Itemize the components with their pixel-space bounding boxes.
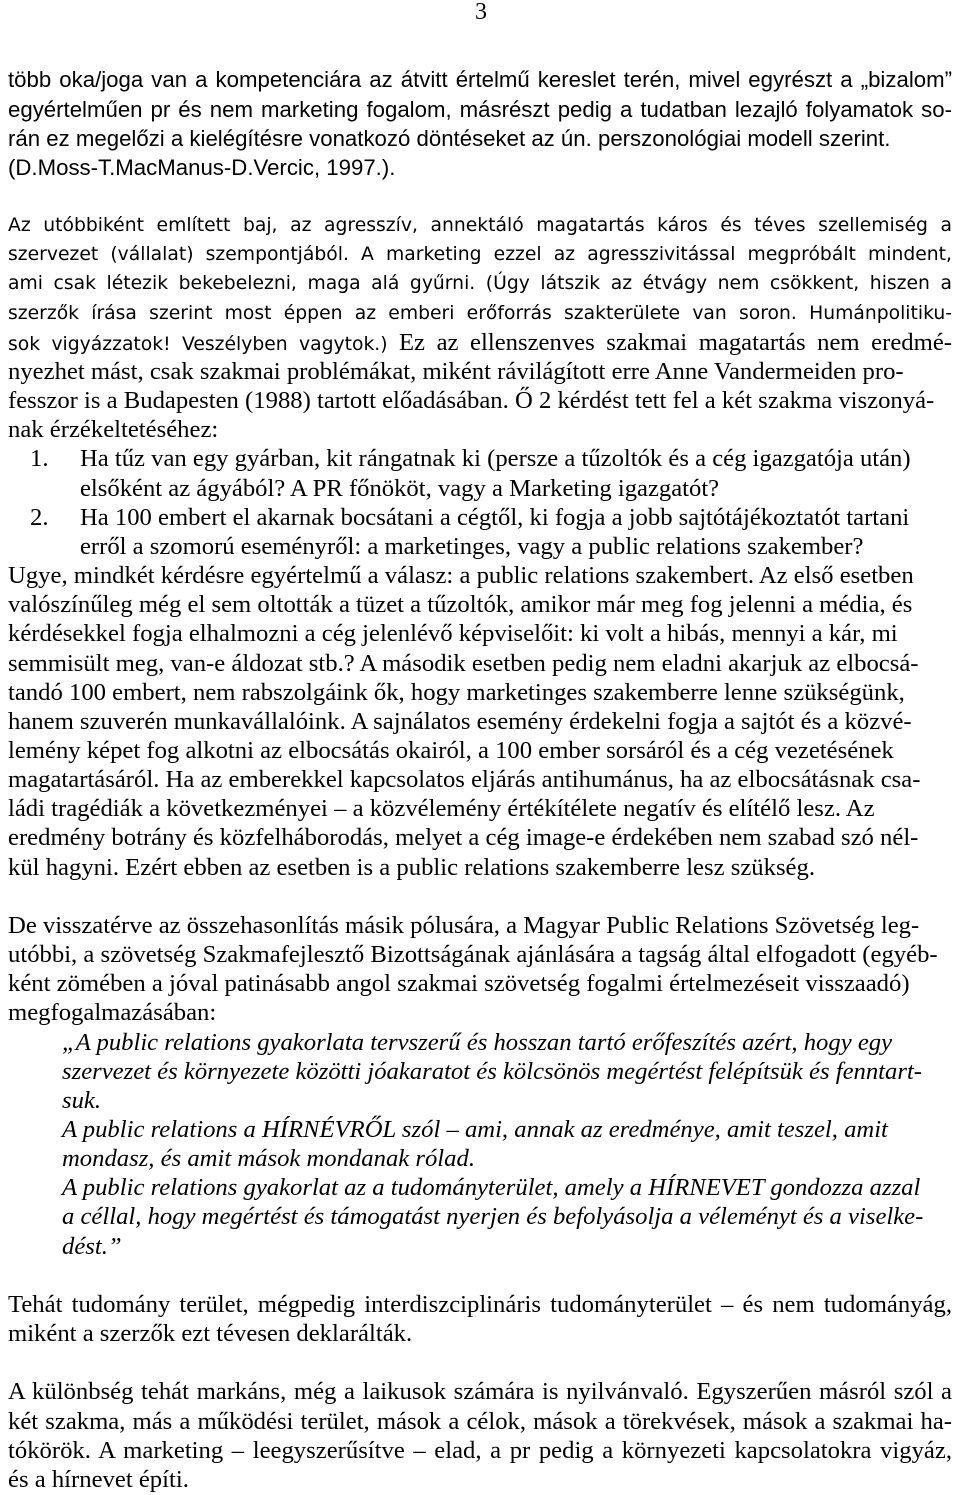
text-line: tandó 100 embert, nem rabszolgáink ők, hogy marketinges szakemberre lenne szükségünk, [8,678,905,706]
text-line: nak érzékeltetéséhez: [8,416,219,444]
paragraph-gap [8,1348,952,1377]
text-line: kül hagyni. Ezért ebben az esetben is a public relations szakemberre lesz szükség. [8,853,816,881]
question-item [8,503,952,532]
text-line: szerzők írása szerint most éppen az emberi erőforrás szakterülete van soron. Humánpolitiku- [8,302,952,324]
text-line: két szakma, más a működési terület, mások a célok, mások a törekvések, mások a szakmai ha- [8,1407,952,1435]
text-line: nyezhet mást, csak szakmai problémákat, miként rávilágított erre Anne Vandermeiden pro- [8,357,904,385]
page-number: 3 [475,0,487,25]
text-line: ként zömében a jóval patinásabb angol szakmai szövetség fogalmi értelmezéseit visszaadó) [8,970,910,998]
text-line: ládi tragédiák a következményei – a közvélemény értékítélete negatív és elítélő lesz. Az [8,795,875,823]
question-text: elsőként az ágyából? A PR főnököt, vagy a Marketing igazgatót? [80,474,720,502]
text-line: rán ez megelőzi a kielégítésre vonatkozó döntéseket az ún. perszonológiai modell szerint. [8,125,891,151]
text-line: (D.Moss-T.MacManus-D.Vercic, 1997.). [8,154,396,180]
quote-line: szervezet és környezete közötti jóakaratot és kölcsönös megértést felépítsük és fenntart- [62,1057,923,1085]
question-item [8,444,952,473]
list-number: 1. [30,445,49,473]
paragraph-gap [8,1261,952,1290]
text-line: kérdésekkel fogja elhalmozni a cég jelenlévő képviselőit: ki volt a hibás, mennyi a kár, mi [8,620,898,648]
quote-line: „A public relations gyakorlata tervszerű és hosszan tartó erőfeszítés azért, hogy egy [62,1028,893,1056]
text-line: megfogalmazásában: [8,999,217,1027]
question-item-continuation [8,532,952,561]
answer-paragraph [8,561,952,882]
text-line: De visszatérve az összehasonlítás másik pólusára, a Magyar Public Relations Szövetség leg- [8,911,920,939]
quote-line: suk. [62,1086,102,1114]
text-line: több oka/joga van a kompetenciára az átvitt értelmű kereslet terén, mivel egyrészt a „bizalom” [8,67,952,93]
page-body [8,65,952,1494]
text-line: szervezet (vállalat) szempontjából. A marketing ezzel az agresszivitással megpróbált mindent, [8,244,952,266]
question-text: erről a szomorú eseményről: a marketinges, vagy a public relations szakember? [80,532,864,560]
mprsz-paragraph [8,911,952,1028]
quote-line: dést.” [62,1232,122,1260]
text-segment-sans: sok vigyázzatok! Veszélyben vagytok.) [8,333,388,355]
text-line: A különbség tehát markáns, még a laikusok számára is nyilvánvaló. Egyszerűen másról szól a [8,1378,952,1406]
text-line: miként a szerzők ezt tévesen deklarálták. [8,1320,413,1348]
text-line: hanem szuverén munkavállalóink. A sajnálatos esemény érdekelni fogja a sajtót és a közvé- [8,707,912,735]
text-line-mixed [8,328,952,357]
text-segment-serif: Ez az ellenszenves szakmai magatartás nem eredmé- [398,328,952,356]
text-line: Az utóbbiként említett baj, az agresszív, annektáló magatartás káros és téves szellemiség a [8,215,952,237]
difference-paragraph [8,1377,952,1494]
quote-line: a céllal, hogy megértést és támogatást nyerjen és befolyásolja a véleményt és a viselke- [62,1203,924,1231]
text-line: magatartásáról. Ha az emberekkel kapcsolatos eljárás antihumánus, ha az elbocsátásnak csa- [8,766,921,794]
question-text: Ha 100 embert el akarnak bocsátani a cégtől, ki fogja a jobb sajtótájékoztatót tartani [80,503,910,531]
text-line: ami csak létezik bekebelezni, maga alá gyűrni. (Úgy látszik az étvágy nem csökkent, hiszen a [8,273,952,295]
definition-quote [8,1028,952,1261]
text-line: egyértelműen pr és nem marketing fogalom, másrészt pedig a tudatban lezajló folyamatok so- [8,96,952,122]
text-line: fesszor is a Budapesten (1988) tartott előadásában. Ő 2 kérdést tett fel a két szakma viszonyá- [8,387,935,415]
text-line: valószínűleg még el sem oltották a tüzet a tűzoltók, amikor már meg fog jelenni a média, és [8,591,913,619]
text-line: eredmény botrány és közfelháborodás, melyet a cég image-e érdekében nem szabad szó nél- [8,824,919,852]
paragraph-gap [8,182,952,211]
text-line: utóbbi, a szövetség Szakmafejlesztő Bizottságának ajánlására a tagság által elfogadott (egyéb- [8,941,938,969]
quote-line: mondasz, és amit mások mondanak rólad. [62,1145,475,1173]
conclusion-paragraph [8,1290,952,1348]
text-line: tókörök. A marketing – leegyszerűsítve – elad, a pr pedig a környezeti kapcsolatokra vigyáz, [8,1436,952,1464]
text-line: Ugye, mindkét kérdésre egyértelmű a válasz: a public relations szakembert. Az első esetben [8,562,914,590]
text-line: semmisült meg, van-e áldozat stb.? A második esetben pedig nem eladni akarjuk az elbocsá- [8,649,919,677]
aggression-paragraph [8,211,952,444]
text-line: Tehát tudomány terület, mégpedig interdiszciplináris tudományterület – és nem tudományág, [8,1290,952,1318]
quote-line: A public relations a HÍRNÉVRŐL szól – ami, annak az eredménye, amit teszel, amit [62,1116,888,1144]
text-line: lemény képet fog alkotni az elbocsátás okairól, a 100 ember sorsáról és a cég vezetésének [8,736,894,764]
question-text: Ha tűz van egy gyárban, kit rángatnak ki (persze a tűzoltók és a cég igazgatója után) [80,445,911,473]
intro-paragraph [8,65,952,182]
list-number: 2. [30,503,49,531]
question-item-continuation [8,474,952,503]
question-list [8,444,952,561]
paragraph-gap [8,882,952,911]
quote-line: A public relations gyakorlat az a tudományterület, amely a HÍRNEVET gondozza azzal [62,1174,921,1202]
text-line: és a hírnevet építi. [8,1465,189,1493]
